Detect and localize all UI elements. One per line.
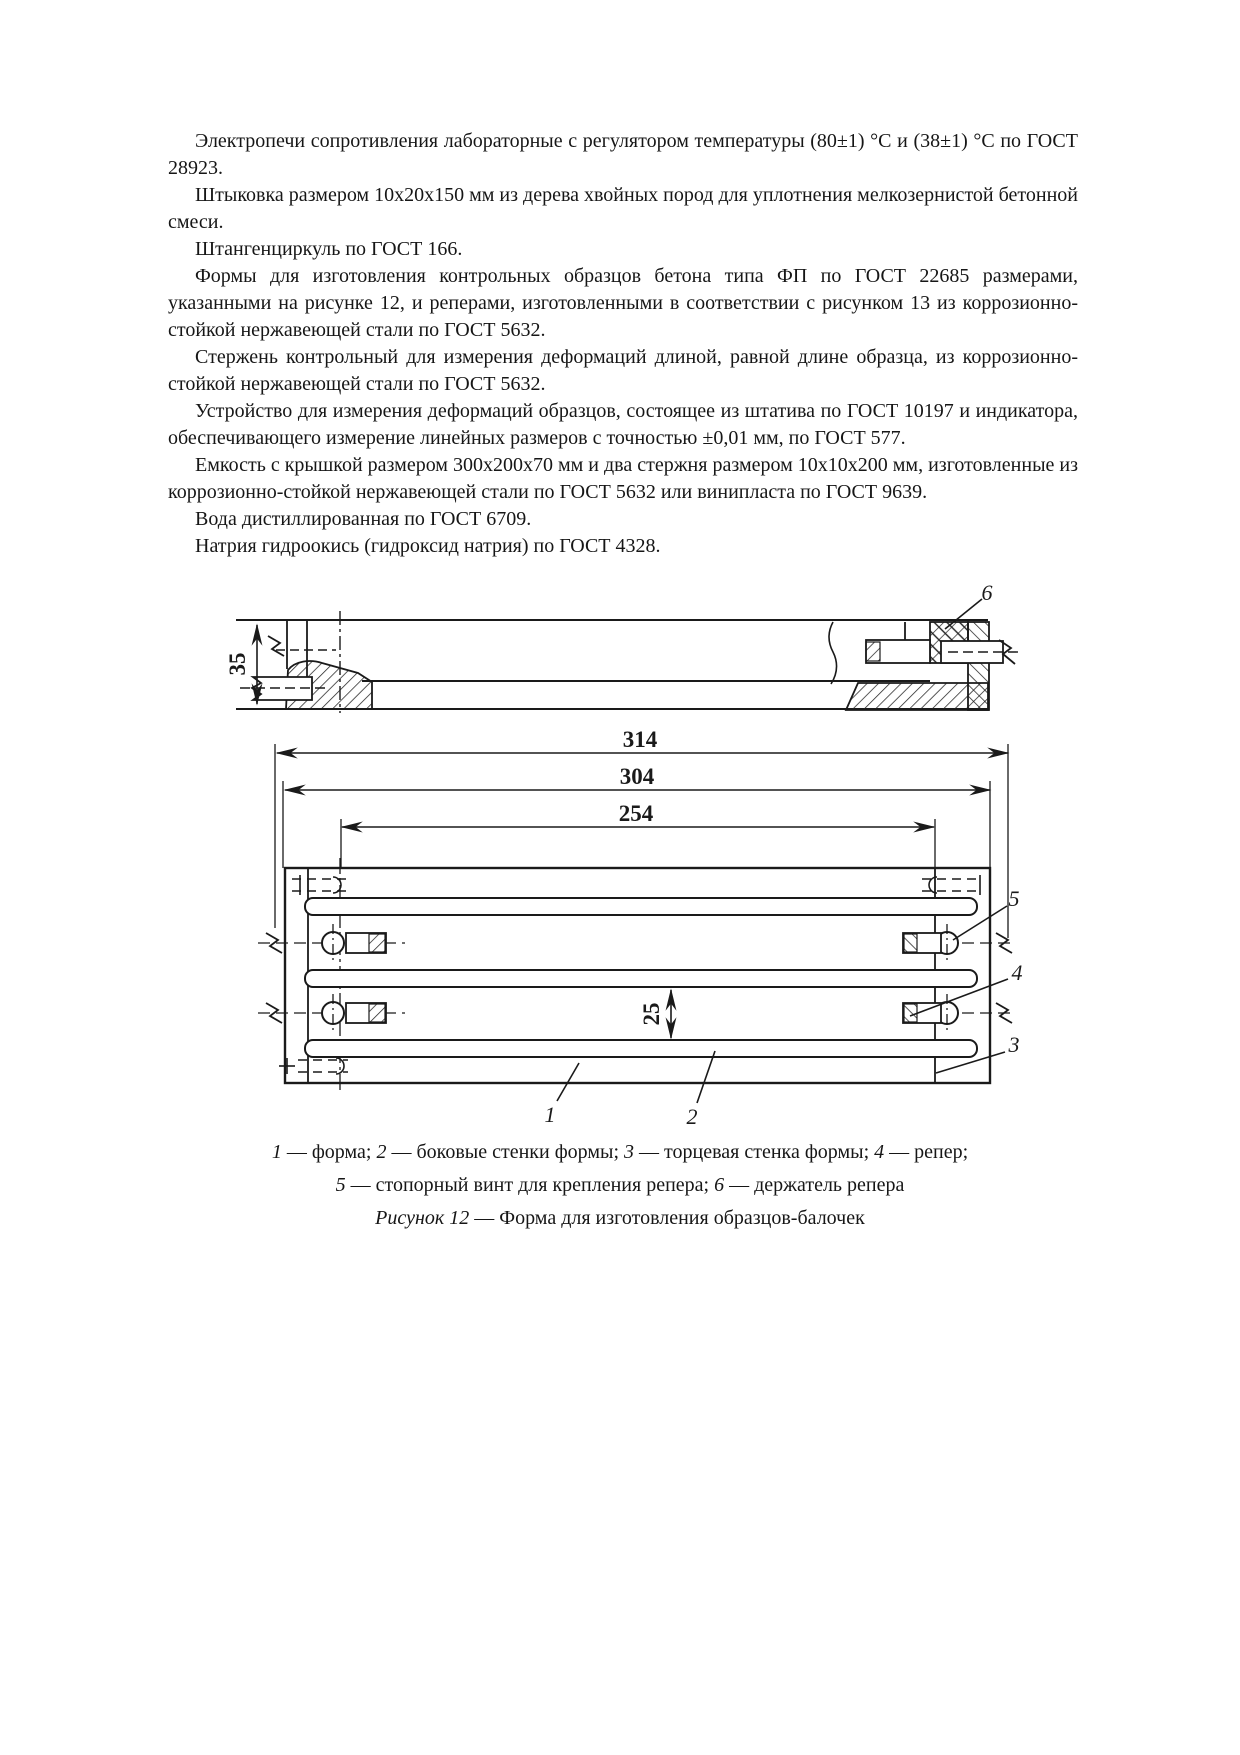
legend-text: — репер;: [884, 1141, 969, 1163]
figure-title-line: [0, 1202, 1240, 1235]
paragraph: Стержень контрольный для измерения деформаций длиной, равной длине образца, из коррозионно-стойкой нержавеющей стали по ГОСТ 5632.: [168, 346, 1078, 395]
right-hatched-base: [846, 683, 988, 710]
part-label-3: 3: [1008, 1032, 1020, 1057]
figure-legend-line-2: [0, 1169, 1240, 1202]
legend-num: 5: [335, 1174, 346, 1196]
paragraph: Вода дистиллированная по ГОСТ 6709.: [195, 508, 532, 530]
paragraph: Устройство для измерения деформаций образцов, состоящее из штатива по ГОСТ 10197 и индикатора, обеспечивающего измерение линейных размеров с точностью ±0,01 мм, по ГОСТ 577.: [168, 400, 1078, 449]
figure-caption: [0, 1136, 1240, 1235]
figure-title: — Форма для изготовления образцов-балочек: [469, 1207, 865, 1229]
paragraph: Формы для изготовления контрольных образцов бетона типа ФП по ГОСТ 22685 размерами, указанными на рисунке 12, и реперами, изготовленными в соответствии с рисунком 13 из коррозионно-стойкой нержавеющей стали по ГОСТ 5632.: [168, 265, 1078, 341]
part-label-5: 5: [1008, 886, 1020, 911]
dim-form-length: 304: [619, 764, 655, 789]
side-wall-bar: [305, 1040, 977, 1057]
legend-text: — торцевая стенка формы;: [634, 1141, 875, 1163]
legend-text: — стопорный винт для крепления репера;: [345, 1174, 715, 1196]
plan-view: [258, 858, 1014, 1103]
part-label-4: 4: [1011, 960, 1023, 985]
legend-text: — боковые стенки формы;: [386, 1141, 625, 1163]
side-view: [236, 599, 1018, 713]
part-label-2: 2: [686, 1104, 698, 1129]
end-wall-hatched: [968, 622, 989, 710]
paragraph: Электропечи сопротивления лабораторные с регулятором температуры (80±1) °С и (38±1) °С по ГОСТ 28923.: [168, 130, 1078, 179]
paragraph: Штангенциркуль по ГОСТ 166.: [195, 238, 463, 260]
paragraph: Штыковка размером 10х20х150 мм из дерева хвойных пород для уплотнения мелкозернистой бетонной смеси.: [168, 184, 1078, 233]
legend-num: 3: [624, 1141, 635, 1163]
dim-overall-length: 314: [622, 727, 658, 752]
legend-text: — форма;: [281, 1141, 377, 1163]
paragraph: Натрия гидроокись (гидроксид натрия) по ГОСТ 4328.: [195, 535, 661, 557]
figure-label: Рисунок 12: [375, 1207, 470, 1229]
part-label-6: 6: [981, 580, 993, 605]
legend-text: — держатель репера: [724, 1174, 905, 1196]
side-wall-bar: [305, 970, 977, 987]
side-wall-bar: [305, 898, 977, 915]
legend-num: 2: [376, 1141, 387, 1163]
figure-legend-line-1: [0, 1136, 1240, 1169]
break-line-wavy: [829, 622, 837, 684]
dim-side-height: 35: [225, 652, 250, 676]
dim-beam-width: 25: [639, 1002, 664, 1026]
part-label-1: 1: [544, 1102, 556, 1127]
legend-num: 4: [874, 1141, 885, 1163]
legend-num: 1: [271, 1141, 282, 1163]
dim-inner-length: 254: [618, 801, 654, 826]
break-symbol: [268, 636, 284, 656]
paragraph: Емкость с крышкой размером 300х200х70 мм и два стержня размером 10х10х200 мм, изготовленные из коррозионно-стойкой нержавеющей стали по ГОСТ 5632 или винипласта по ГОСТ 9639.: [168, 454, 1078, 503]
legend-num: 6: [714, 1174, 725, 1196]
